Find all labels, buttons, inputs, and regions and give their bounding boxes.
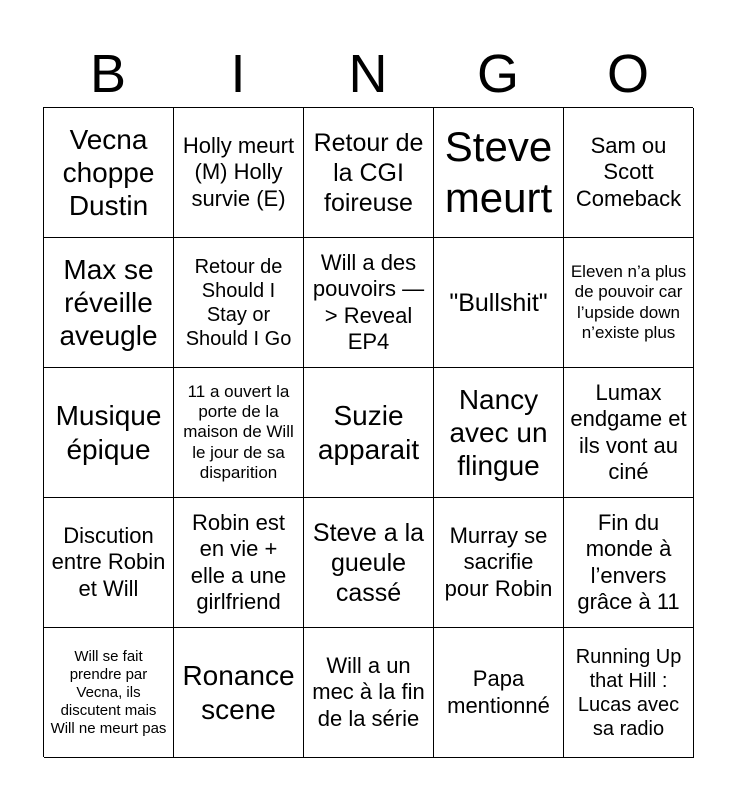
cell-text: Max se réveille aveugle — [59, 253, 158, 352]
cell-text: Murray se sacrifie pour Robin — [444, 522, 553, 601]
cell-text: Lumax endgame et ils vont au ciné — [570, 379, 687, 484]
cell-text: Running Up that Hill : Lucas avec sa radio — [575, 645, 682, 740]
bingo-cell[interactable] — [304, 628, 434, 758]
bingo-cell[interactable] — [304, 368, 434, 498]
cell-text: Fin du monde à l’envers grâce à 11 — [577, 509, 680, 614]
cell-text: Retour de Should I Stay or Should I Go — [185, 255, 292, 350]
cell-text: Papa mentionné — [447, 666, 550, 718]
bingo-cell[interactable] — [304, 498, 434, 628]
bingo-cell[interactable] — [304, 108, 434, 238]
bingo-cell[interactable] — [434, 628, 564, 758]
cell-text: Steve meurt — [444, 123, 553, 221]
bingo-cell[interactable] — [434, 238, 564, 368]
header-letter-b: B — [89, 44, 127, 104]
bingo-cell[interactable] — [44, 238, 174, 368]
cell-text: Holly meurt (M) Holly survie (E) — [182, 132, 295, 211]
bingo-cell[interactable] — [434, 368, 564, 498]
bingo-cell[interactable] — [174, 238, 304, 368]
cell-text: Steve a la gueule cassé — [312, 518, 425, 607]
cell-text: Musique épique — [55, 400, 162, 465]
cell-text: Will se fait prendre par Vecna, ils discutent mais Will ne meurt pas — [50, 647, 167, 737]
bingo-cell[interactable] — [434, 498, 564, 628]
cell-text: Nancy avec un flingue — [449, 383, 548, 482]
cell-text: Ronance scene — [182, 660, 295, 725]
cell-text: Suzie apparait — [317, 400, 420, 465]
bingo-cell[interactable] — [564, 368, 694, 498]
bingo-cell[interactable] — [44, 628, 174, 758]
cell-text: Discution entre Robin et Will — [51, 522, 166, 601]
bingo-cell[interactable] — [174, 628, 304, 758]
bingo-header — [43, 40, 693, 108]
cell-text: Will a un mec à la fin de la série — [312, 652, 425, 731]
cell-text: 11 a ouvert la porte de la maison de Will le jour de sa disparition — [183, 381, 294, 483]
cell-text: Robin est en vie + elle a une girlfriend — [190, 509, 287, 614]
bingo-cell[interactable] — [434, 108, 564, 238]
cell-text: Vecna choppe Dustin — [62, 123, 155, 222]
header-letter-g: G — [476, 44, 519, 104]
bingo-cell[interactable] — [564, 238, 694, 368]
bingo-cell[interactable] — [564, 108, 694, 238]
header-letter-i: I — [230, 44, 246, 104]
bingo-cell[interactable] — [174, 368, 304, 498]
bingo-cell[interactable] — [44, 498, 174, 628]
header-letter-n: N — [348, 44, 388, 104]
bingo-cell[interactable] — [174, 498, 304, 628]
cell-text: Will a des pouvoirs —> Reveal EP4 — [312, 249, 425, 354]
bingo-cell[interactable] — [564, 498, 694, 628]
cell-text: Sam ou Scott Comeback — [575, 132, 682, 211]
cell-text: Eleven n’a plus de pouvoir car l’upside down n’existe plus — [570, 261, 687, 342]
bingo-cell[interactable] — [304, 238, 434, 368]
cell-text: Retour de la CGI foireuse — [313, 128, 424, 217]
header-letter-o: O — [606, 44, 649, 104]
bingo-grid — [43, 107, 693, 757]
bingo-cell[interactable] — [44, 368, 174, 498]
cell-text: "Bullshit" — [449, 288, 548, 317]
bingo-cell[interactable] — [44, 108, 174, 238]
bingo-cell[interactable] — [174, 108, 304, 238]
bingo-cell[interactable] — [564, 628, 694, 758]
